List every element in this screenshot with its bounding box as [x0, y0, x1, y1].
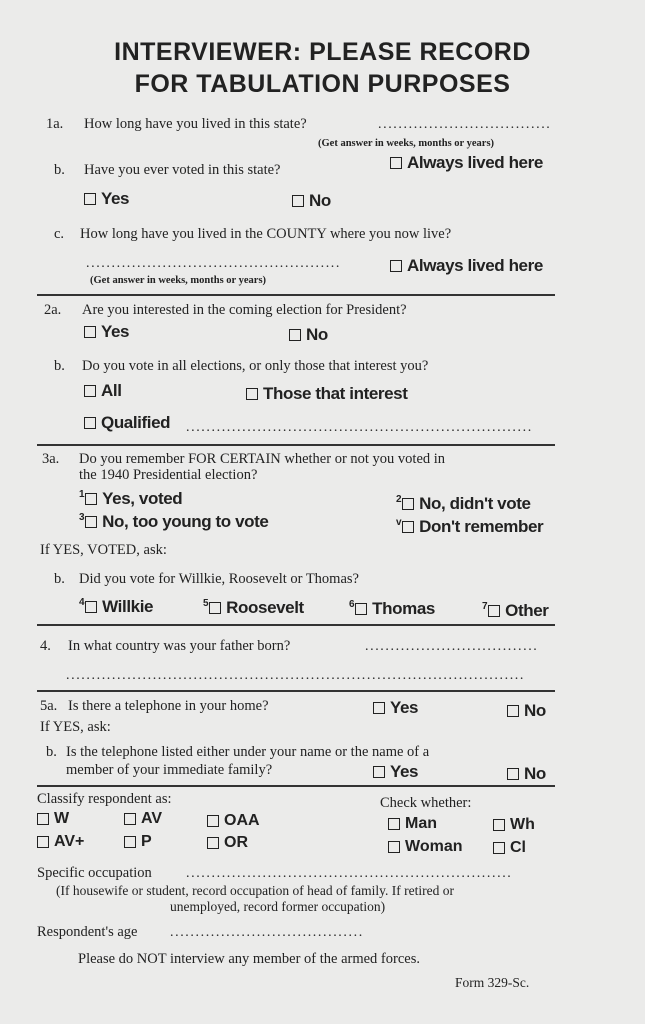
q3a-didnt-vote-option[interactable]: 2 No, didn't vote — [396, 493, 531, 513]
checkbox[interactable] — [207, 815, 219, 827]
form-title-line2: FOR TABULATION PURPOSES — [134, 70, 511, 98]
q3b-thomas-option[interactable]: 6 Thomas — [349, 598, 435, 618]
occupation-note-line2: unemployed, record former occupation) — [170, 899, 386, 914]
form-number: Form 329-Sc. — [455, 975, 530, 990]
q1c-always-option[interactable]: Always lived here — [390, 256, 543, 276]
section-divider — [37, 444, 555, 446]
q3a-number: 3a. — [42, 451, 60, 467]
checkbox[interactable] — [84, 326, 96, 338]
checkbox[interactable] — [84, 193, 96, 205]
q1b-text: Have you ever voted in this state? — [84, 162, 281, 178]
q5a-text: Is there a telephone in your home? — [68, 698, 269, 714]
q1c-answer-line[interactable]: .................................................. — [86, 256, 341, 271]
q4-answer-line[interactable]: .................................. — [365, 639, 539, 654]
checkbox[interactable] — [124, 813, 136, 825]
armed-forces-notice: Please do NOT interview any member of the armed forces. — [78, 951, 420, 967]
checkbox[interactable] — [84, 385, 96, 397]
q4-answer-line-2[interactable]: .......................................................................................... — [66, 668, 525, 683]
checkbox[interactable] — [390, 260, 402, 272]
checkbox[interactable] — [85, 601, 97, 613]
q2b-text: Do you vote in all elections, or only those that interest you? — [82, 358, 429, 374]
q2a-number: 2a. — [44, 302, 62, 318]
check-cl-option[interactable]: Cl — [493, 839, 526, 857]
checkbox[interactable] — [402, 521, 414, 533]
q1c-text: How long have you lived in the COUNTY where you now live? — [80, 226, 452, 242]
q1a-answer-line[interactable]: .................................. — [378, 117, 552, 132]
age-label: Respondent's age — [37, 924, 138, 940]
classify-oaa-option[interactable]: OAA — [207, 812, 260, 830]
checkbox[interactable] — [388, 841, 400, 853]
checkbox[interactable] — [507, 768, 519, 780]
classify-label: Classify respondent as: — [37, 791, 172, 807]
checkbox[interactable] — [373, 702, 385, 714]
q5b-condition: If YES, ask: — [40, 719, 111, 735]
age-answer-line[interactable]: ...................................... — [170, 925, 364, 940]
checkbox[interactable] — [207, 837, 219, 849]
q1c-number: c. — [54, 226, 65, 242]
q3b-text: Did you vote for Willkie, Roosevelt or Thomas? — [79, 571, 359, 587]
classify-w-option[interactable]: W — [37, 810, 69, 828]
check-woman-option[interactable]: Woman — [388, 838, 462, 856]
form-title-line1: INTERVIEWER: PLEASE RECORD — [114, 38, 531, 66]
classify-or-option[interactable]: OR — [207, 834, 248, 852]
q4-text: In what country was your father born? — [68, 638, 291, 654]
q5a-number: 5a. — [40, 698, 58, 714]
checkbox[interactable] — [37, 836, 49, 848]
q1b-yes-option[interactable]: Yes — [84, 189, 129, 209]
section-divider — [37, 624, 555, 626]
q2b-qualified-line[interactable]: .................................................................... — [186, 420, 533, 435]
checkbox[interactable] — [507, 705, 519, 717]
checkbox[interactable] — [289, 329, 301, 341]
checkbox[interactable] — [84, 417, 96, 429]
q5a-yes-option[interactable]: Yes — [373, 698, 418, 718]
q5b-text-line1: Is the telephone listed either under your name or the name of a — [66, 744, 430, 760]
checkbox[interactable] — [402, 498, 414, 510]
checkbox[interactable] — [493, 819, 505, 831]
q5b-text-line2: member of your immediate family? — [66, 762, 273, 778]
checkbox[interactable] — [246, 388, 258, 400]
checkbox[interactable] — [209, 602, 221, 614]
checkbox[interactable] — [355, 603, 367, 615]
checkbox[interactable] — [388, 818, 400, 830]
checkbox[interactable] — [390, 157, 402, 169]
q5b-yes-option[interactable]: Yes — [373, 762, 418, 782]
q1a-text: How long have you lived in this state? — [84, 116, 307, 132]
q2b-those-option[interactable]: Those that interest — [246, 384, 407, 404]
checkbox[interactable] — [85, 516, 97, 528]
occupation-note-line1: (If housewife or student, record occupation of head of family. If retired or — [56, 883, 454, 898]
checkbox[interactable] — [37, 813, 49, 825]
q3a-yes-voted-option[interactable]: 1 Yes, voted — [79, 488, 183, 508]
occupation-label: Specific occupation — [37, 865, 152, 881]
section-divider — [37, 785, 555, 787]
q3b-number: b. — [54, 571, 65, 587]
check-wh-option[interactable]: Wh — [493, 816, 535, 834]
section-divider — [37, 690, 555, 692]
checkbox[interactable] — [292, 195, 304, 207]
q3a-too-young-option[interactable]: 3 No, too young to vote — [79, 511, 269, 531]
q1b-always-option[interactable]: Always lived here — [390, 153, 543, 173]
q1b-no-option[interactable]: No — [292, 191, 331, 211]
q3b-roosevelt-option[interactable]: 5 Roosevelt — [203, 597, 304, 617]
q2a-yes-option[interactable]: Yes — [84, 322, 129, 342]
check-man-option[interactable]: Man — [388, 815, 437, 833]
q1c-note: (Get answer in weeks, months or years) — [90, 275, 267, 286]
q3a-dont-remember-option[interactable]: v Don't remember — [396, 516, 544, 536]
section-divider — [37, 294, 555, 296]
q3a-text-line1: Do you remember FOR CERTAIN whether or not you voted in — [79, 451, 446, 467]
q2b-qualified-option[interactable]: Qualified — [84, 413, 170, 433]
occupation-answer-line[interactable]: ................................................................ — [186, 866, 513, 881]
q2a-text: Are you interested in the coming election for President? — [82, 302, 407, 318]
q1a-note: (Get answer in weeks, months or years) — [318, 138, 495, 149]
checkbox[interactable] — [488, 605, 500, 617]
checkbox[interactable] — [493, 842, 505, 854]
check-label: Check whether: — [380, 795, 472, 811]
q1a-number: 1a. — [46, 116, 64, 132]
q4-number: 4. — [40, 638, 51, 654]
q3b-condition: If YES, VOTED, ask: — [40, 542, 167, 558]
q3b-other-option[interactable]: 7 Other — [482, 600, 549, 620]
q5b-number: b. — [46, 744, 57, 760]
checkbox[interactable] — [85, 493, 97, 505]
q5a-no-option[interactable]: No — [507, 701, 546, 721]
classify-p-option[interactable]: P — [124, 833, 152, 851]
q3b-willkie-option[interactable]: 4 Willkie — [79, 596, 154, 616]
checkbox[interactable] — [124, 836, 136, 848]
classify-av-option[interactable]: AV — [124, 810, 162, 828]
q2b-number: b. — [54, 358, 65, 374]
q3a-text-line2: the 1940 Presidential election? — [79, 467, 258, 483]
q5b-no-option[interactable]: No — [507, 764, 546, 784]
q2a-no-option[interactable]: No — [289, 325, 328, 345]
q2b-all-option[interactable]: All — [84, 381, 122, 401]
q1b-number: b. — [54, 162, 65, 178]
checkbox[interactable] — [373, 766, 385, 778]
classify-avplus-option[interactable]: AV+ — [37, 833, 84, 851]
